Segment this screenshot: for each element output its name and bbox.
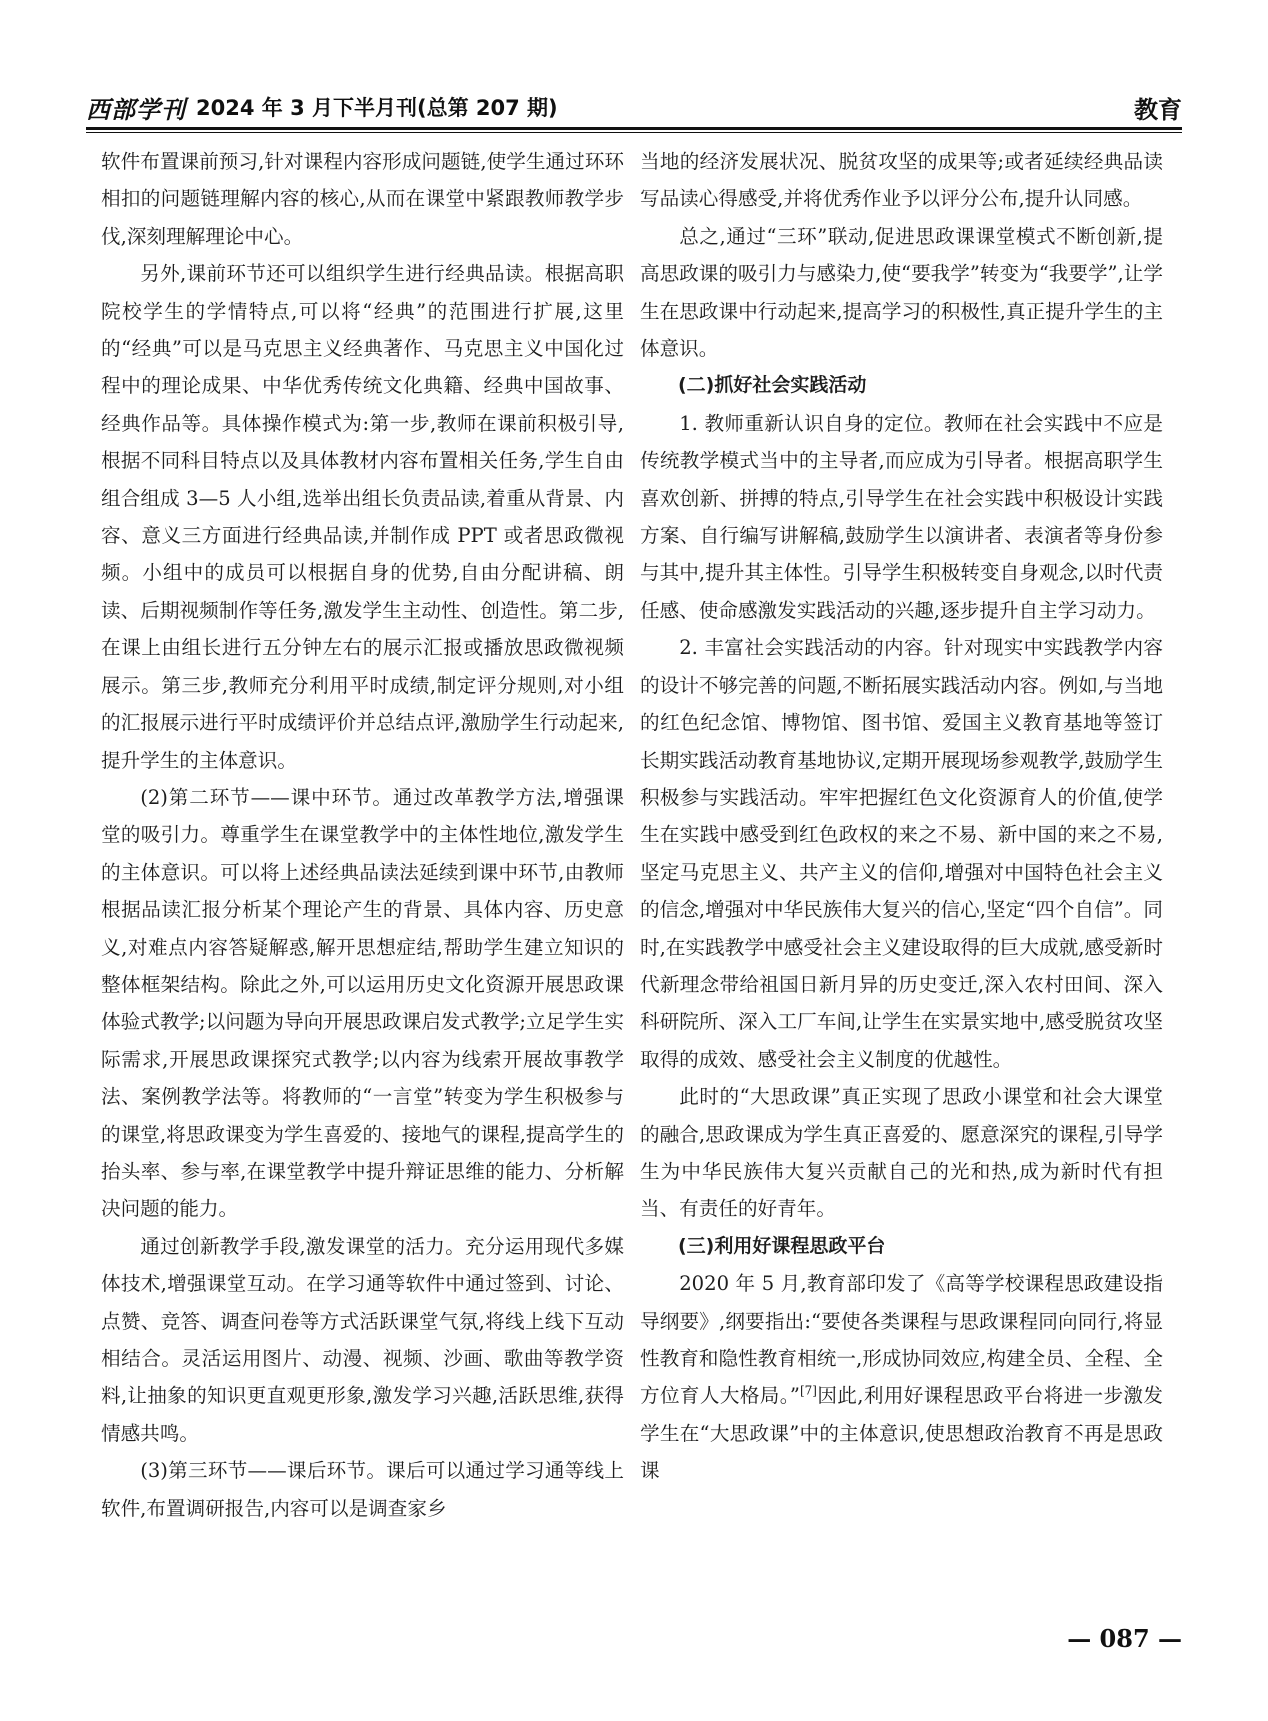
issue-info: 2024 年 3 月下半月刊(总第 207 期) <box>196 96 558 120</box>
section-label: 教育 <box>1134 96 1182 124</box>
section-heading: (三)利用好课程思政平台 <box>678 1234 886 1257</box>
citation-ref: [7] <box>799 1383 817 1398</box>
header-rule-thin <box>86 132 1182 133</box>
paragraph: 2. 丰富社会实践活动的内容。针对现实中实践教学内容的设计不够完善的问题,不断拓展实践活动内容。例如,与当地的红色纪念馆、博物馆、图书馆、爱国主义教育基地等签订长期实践活动教育基地协议,定期开展现场参观教学,鼓励学生积极参与实践活动。牢牢把握红色文化资源育人的价值,使学生在实践中感受到红色政权的来之不易、新中国的来之不易,坚定马克思主义、共产主义的信仰,增强对中国特色社会主义的信念,增强对中华民族伟大复兴的信心,坚定“四个自信”。同时,在实践教学中感受社会主义建设取得的巨大成就,感受新时代新理念带给祖国日新月异的历史变迁,深入农村田间、深入科研院所、深入工厂车间,让学生在实景实地中,感受脱贫攻坚取得的成效、感受社会主义制度的优越性。 <box>640 636 1163 1071</box>
paragraph: 软件布置课前预习,针对课程内容形成问题链,使学生通过环环相扣的问题链理解内容的核心,从而在课堂中紧跟教师教学步伐,深刻理解理论中心。 <box>101 150 624 248</box>
section-heading: (二)抓好社会实践活动 <box>678 374 867 397</box>
paragraph: (2)第二环节——课中环节。通过改革教学方法,增强课堂的吸引力。尊重学生在课堂教学中的主体性地位,激发学生的主体意识。可以将上述经典品读法延续到课中环节,由教师根据品读汇报分析某个理论产生的背景、具体内容、历史意义,对难点内容答疑解惑,解开思想症结,帮助学生建立知识的整体框架结构。除此之外,可以运用历史文化资源开展思政课体验式教学;以问题为导向开展思政课启发式教学;立足学生实际需求,开展思政课探究式教学;以内容为线索开展故事教学法、案例教学法等。将教师的“一言堂”转变为学生积极参与的课堂,将思政课变为学生喜爱的、接地气的课程,提高学生的抬头率、参与率,在课堂教学中提升辩证思维的能力、分析解决问题的能力。 <box>101 785 624 1221</box>
page-number: — 087 — <box>1067 1624 1182 1653</box>
paragraph-text: 因此,利用好课程思政平台将进一步激发学生在“大思政课”中的主体意识,使思想政治教育不再是思政课 <box>640 1384 1163 1483</box>
journal-logo: 西部学刊 <box>86 95 186 124</box>
paragraph: 通过创新教学手段,激发课堂的活力。充分运用现代多媒体技术,增强课堂互动。在学习通等软件中通过签到、讨论、点赞、竞答、调查问卷等方式活跃课堂气氛,将线上线下互动相结合。灵活运用图片、动漫、视频、沙画、歌曲等教学资料,让抽象的知识更直观更形象,激发学习兴趣,活跃思维,获得情感共鸣。 <box>101 1234 624 1445</box>
paragraph-text: 2020 年 5 月,教育部印发了《高等学校课程思政建设指导纲要》,纲要指出:“要使各类课程与思政课程同向同行,将显性教育和隐性教育相统一,形成协同效应,构建全员、全程、全方位育人大格局。” <box>640 1272 1163 1408</box>
paragraph: 总之,通过“三环”联动,促进思政课课堂模式不断创新,提高思政课的吸引力与感染力,使“要我学”转变为“我要学”,让学生在思政课中行动起来,提高学习的积极性,真正提升学生的主体意识。 <box>640 224 1163 361</box>
paragraph: 当地的经济发展状况、脱贫攻坚的成果等;或者延续经典品读写品读心得感受,并将优秀作业予以评分公布,提升认同感。 <box>640 150 1163 211</box>
paragraph <box>640 1265 1163 1489</box>
header-rule <box>86 127 1182 130</box>
page-header <box>86 90 1182 124</box>
paragraph: (3)第三环节——课后环节。课后可以通过学习通等线上软件,布置调研报告,内容可以是调查家乡 <box>101 1459 624 1520</box>
paragraph: 此时的“大思政课”真正实现了思政小课堂和社会大课堂的融合,思政课成为学生真正喜爱的、愿意深究的课程,引导学生为中华民族伟大复兴贡献自己的光和热,成为新时代有担当、有责任的好青年。 <box>640 1085 1163 1221</box>
paragraph: 另外,课前环节还可以组织学生进行经典品读。根据高职院校学生的学情特点,可以将“经典”的范围进行扩展,这里的“经典”可以是马克思主义经典著作、马克思主义中国化过程中的理论成果、中华优秀传统文化典籍、经典中国故事、经典作品等。具体操作模式为:第一步,教师在课前积极引导,根据不同科目特点以及具体教材内容布置相关任务,学生自由组合组成 3—5 人小组,选举出组长负责品读,着重从背景、内容、意义三方面进行经典品读,并制作成 PPT 或者思政微视频。小组中的成员可以根据自身的优势,自由分配讲稿、朗读、后期视频制作等任务,激发学生主动性、创造性。第二步,在课上由组长进行五分钟左右的展示汇报或播放思政微视频展示。第三步,教师充分利用平时成绩,制定评分规则,对小组的汇报展示进行平时成绩评价并总结点评,激励学生行动起来,提升学生的主体意识。 <box>101 262 624 772</box>
left-column <box>101 143 624 1527</box>
paragraph: 1. 教师重新认识自身的定位。教师在社会实践中不应是传统教学模式当中的主导者,而应成为引导者。根据高职学生喜欢创新、拼搏的特点,引导学生在社会实践中积极设计实践方案、自行编写讲解稿,鼓励学生以演讲者、表演者等身份参与其中,提升其主体性。引导学生积极转变自身观念,以时代责任感、使命感激发实践活动的兴趣,逐步提升自主学习动力。 <box>640 411 1163 622</box>
right-column <box>640 143 1163 1490</box>
